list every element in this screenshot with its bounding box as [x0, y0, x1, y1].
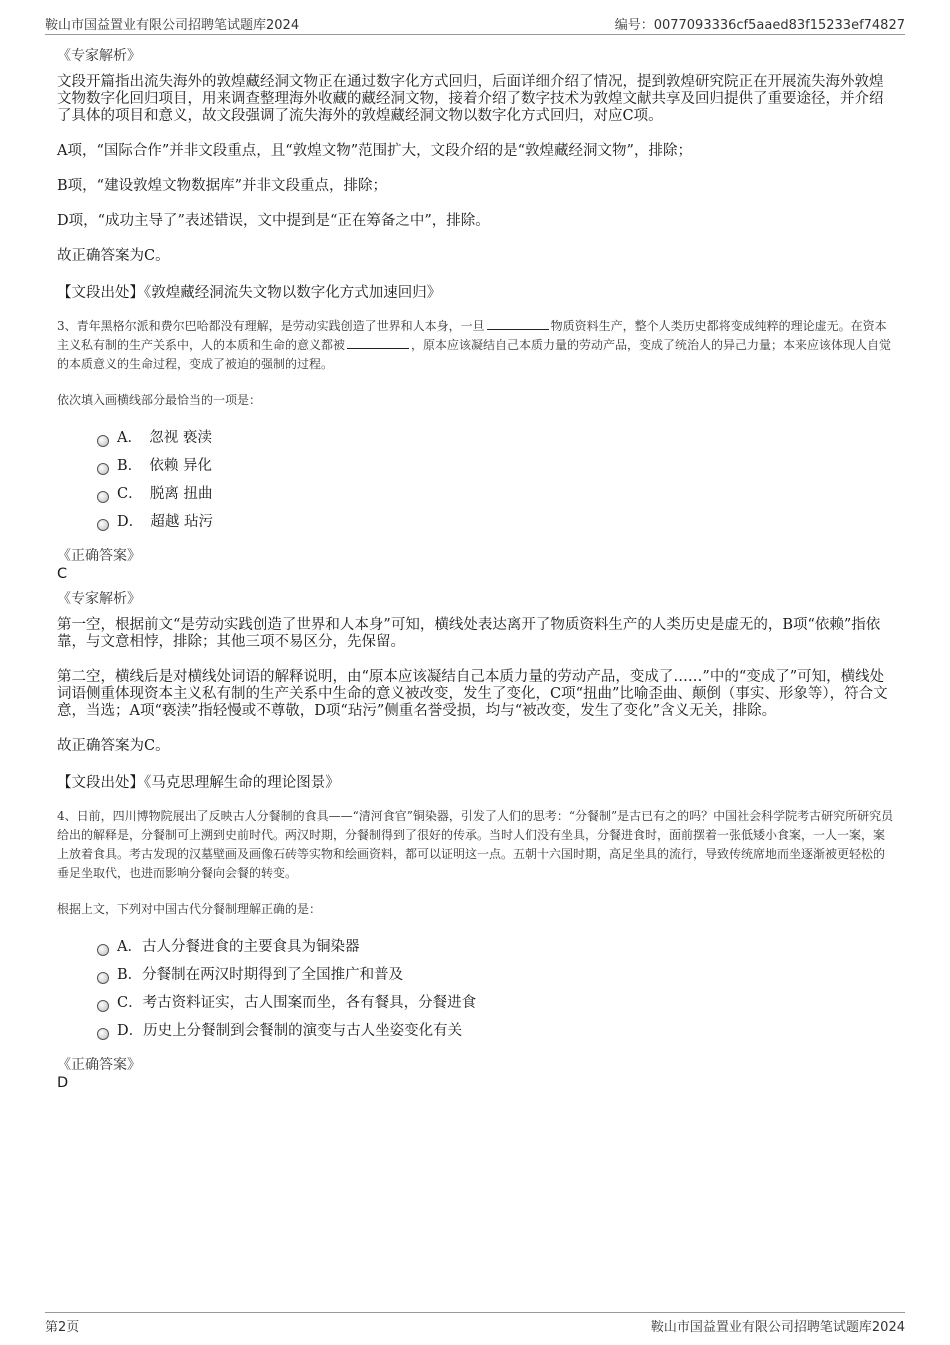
header-title: 鞍山市国益置业有限公司招聘笔试题库2024	[45, 18, 300, 33]
q3-option-c[interactable]: C． 脱离 扭曲	[97, 480, 895, 508]
q2-option-b-note: B项，“建设敦煌文物数据库”并非文段重点，排除；	[57, 178, 387, 194]
correct-answer-label: 《正确答案》	[57, 1057, 141, 1073]
expert-analysis-label: 《专家解析》	[57, 48, 141, 64]
q3-source	[57, 773, 895, 793]
radio-button[interactable]	[97, 491, 109, 503]
q3-options	[97, 424, 895, 536]
radio-button[interactable]	[97, 1000, 109, 1012]
radio-button[interactable]	[97, 944, 109, 956]
q3-conclusion: 故正确答案为C。	[57, 738, 170, 754]
q2-analysis-text: 文段开篇指出流失海外的敦煌藏经洞文物正在通过数字化方式回归，后面详细介绍了情况，提到敦煌研究院正在开展流失海外敦煌文物数字化回归项目，用来调查整理海外收藏的藏经洞文物，接着介绍了数字技术为敦煌文献共享及回归提供了重要途径，并介绍了具体的项目和意义，故文段强调了流失海外的敦煌藏经洞文物以数字化方式回归，对应C项。	[57, 74, 884, 124]
page-footer	[45, 1312, 905, 1333]
q3-analysis-2: 第二空，横线后是对横线处词语的解释说明，由“原本应该凝结自己本质力量的劳动产品，变成了……”中的“变成了”可知，横线处词语侧重体现资本主义私有制的生产关系中生命的意义被改变，发生了变化，C项“扭曲”比喻歪曲、颠倒（事实、形象等），符合文意，当选；A项“亵渎”指轻慢或不尊敬，D项“玷污”侧重名誉受损，均与“被改变，发生了变化”含义无关，排除。	[57, 669, 888, 719]
q4-question-text: 4、日前，四川博物院展出了反映古人分餐制的食具——“清河食官”铜染器，引发了人们的思考：“分餐制”是古已有之的吗？中国社会科学院考古研究所研究员给出的解释是，分餐制可上溯到史前时代。两汉时期，分餐制得到了很好的传承。当时人们没有坐具，分餐进食时，面前摆着一张低矮小食案，一人一案，案上放着食具。考古发现的汉墓壁画及画像石砖等实物和绘画资料，都可以证明这一点。五朝十六国时期，高足坐具的流行，导致传统席地而坐逐渐被更轻松的垂足坐取代，也进而影响分餐向会餐的转变。	[57, 809, 894, 880]
radio-button[interactable]	[97, 463, 109, 475]
q3-answer: C	[57, 566, 68, 582]
q3-option-d[interactable]: D． 超越 玷污	[97, 508, 895, 536]
blank-line	[487, 317, 549, 330]
q3-question-text: 3、青年黑格尔派和费尔巴哈都没有理解，是劳动实践创造了世界和人本身，一旦 物质资料生产，整个人类历史都将变成纯粹的理论虚无。在资本主义私有制的生产关系中，人的本质和生命的意义都被 ，原本应该凝结自己本质力量的劳动产品，变成了统治人的异己力量；本来应该体现人自觉的本质意义的生命过程，变成了被迫的强制的过程。	[57, 319, 892, 371]
radio-button[interactable]	[97, 1028, 109, 1040]
q4-options	[97, 933, 895, 1045]
q3-option-a[interactable]: A． 忽视 亵渎	[97, 424, 895, 452]
header-serial: 编号：0077093336cf5aaed83f15233ef74827	[614, 18, 905, 33]
q4-option-b[interactable]: B．分餐制在两汉时期得到了全国推广和普及	[97, 961, 895, 989]
radio-button[interactable]	[97, 519, 109, 531]
radio-button[interactable]	[97, 972, 109, 984]
blank-line	[347, 336, 409, 349]
q4-prompt: 根据上文，下列对中国古代分餐制理解正确的是：	[57, 902, 322, 916]
q4-answer: D	[57, 1075, 69, 1091]
source-prefix: 【文段出处】	[57, 285, 144, 301]
q3-analysis-1: 第一空，根据前文“是劳动实践创造了世界和人本身”可知，横线处表达离开了物质资料生产的人类历史是虚无的，B项“依赖”指依靠，与文意相悖，排除；其他三项不易区分，先保留。	[57, 617, 881, 650]
q2-option-d-note: D项，“成功主导了”表述错误，文中提到是“正在筹备之中”，排除。	[57, 213, 490, 229]
correct-answer-label: 《正确答案》	[57, 548, 141, 564]
expert-analysis-label: 《专家解析》	[57, 591, 141, 607]
q3-option-b[interactable]: B． 依赖 异化	[97, 452, 895, 480]
q4-option-a[interactable]: A．古人分餐进食的主要食具为铜染器	[97, 933, 895, 961]
radio-button[interactable]	[97, 435, 109, 447]
source-title: 《马克思理解生命的理论图景》	[144, 775, 340, 791]
footer-title: 鞍山市国益置业有限公司招聘笔试题库2024	[650, 1320, 905, 1335]
q3-prompt: 依次填入画横线部分最恰当的一项是：	[57, 393, 262, 407]
page-number: 第2页	[45, 1320, 80, 1335]
source-title: 《敦煌藏经洞流失文物以数字化方式加速回归》	[144, 285, 442, 301]
page-content	[57, 46, 895, 1098]
source-prefix: 【文段出处】	[57, 775, 144, 791]
q2-source	[57, 283, 895, 303]
q4-option-c[interactable]: C．考古资料证实，古人围案而坐，各有餐具，分餐进食	[97, 989, 895, 1017]
page-header	[45, 14, 905, 35]
q2-conclusion: 故正确答案为C。	[57, 248, 170, 264]
q2-option-a-note: A项，“国际合作”并非文段重点，且“敦煌文物”范围扩大，文段介绍的是“敦煌藏经洞文物”，排除；	[57, 143, 692, 159]
q4-option-d[interactable]: D．历史上分餐制到会餐制的演变与古人坐姿变化有关	[97, 1017, 895, 1045]
